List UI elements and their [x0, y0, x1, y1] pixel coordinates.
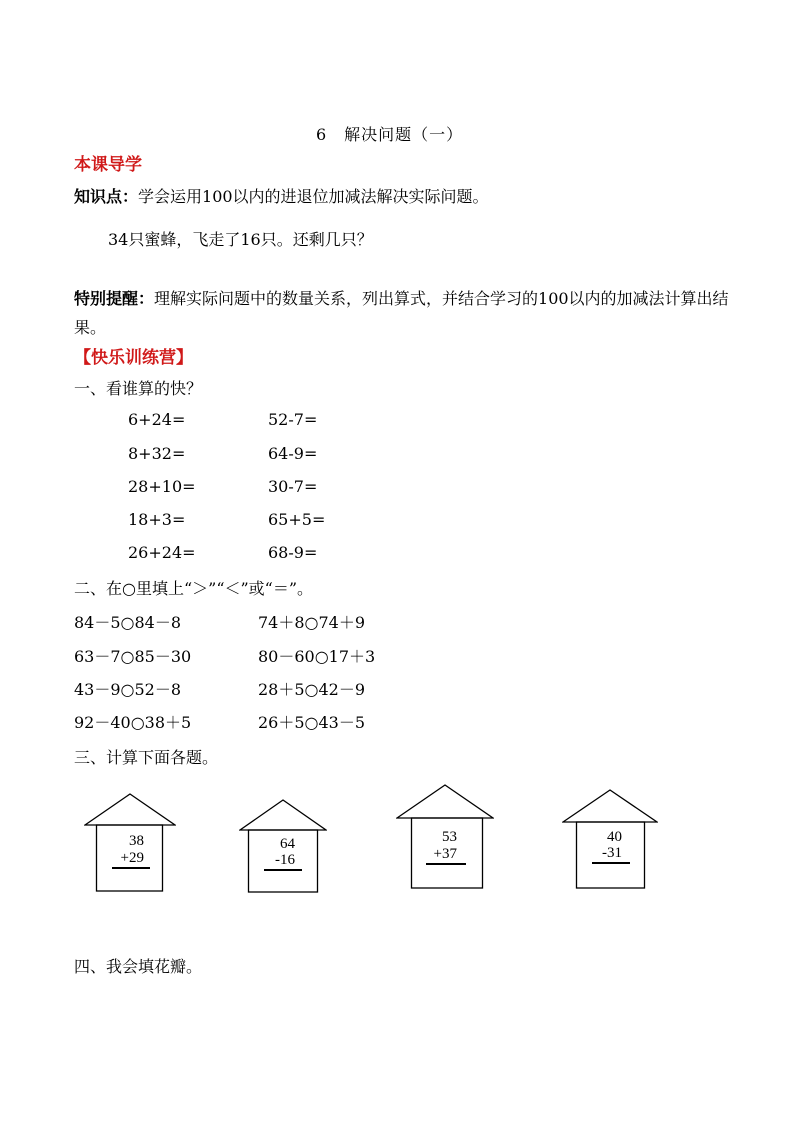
house-1-bottom: +29	[120, 850, 144, 866]
calc-left-1: 6+24=	[128, 410, 186, 429]
house-3	[396, 784, 494, 890]
example-problem: 34只蜜蜂，飞走了16只。还剩几只？	[108, 230, 373, 249]
calc-left-5: 26+24=	[128, 543, 196, 562]
compare-right-1: 74＋8○74＋9	[258, 613, 366, 632]
compare-right-3: 28＋5○42－9	[258, 680, 366, 699]
compare-right-4: 26＋5○43－5	[258, 713, 366, 732]
compare-left-3: 43－9○52－8	[74, 680, 182, 699]
guide-heading: 本课导学	[74, 155, 142, 175]
knowledge-point	[74, 184, 489, 207]
calc-left-4: 18+3=	[128, 510, 186, 529]
house-4-line	[592, 862, 630, 864]
section3-title: 三、计算下面各题。	[74, 748, 219, 767]
calc-right-1: 52-7=	[268, 410, 318, 429]
calc-right-4: 65+5=	[268, 510, 326, 529]
section1-title: 一、看谁算的快？	[74, 379, 203, 398]
house-2-line	[264, 869, 302, 871]
calc-right-3: 30-7=	[268, 477, 318, 496]
calc-right-2: 64-9=	[268, 444, 318, 463]
house-4-top: 40	[607, 829, 622, 845]
house-1	[84, 793, 176, 893]
house-4	[562, 789, 658, 890]
special-reminder	[74, 284, 734, 342]
compare-right-2: 80－60○17＋3	[258, 647, 376, 666]
reminder-text: 理解实际问题中的数量关系，列出算式，并结合学习的100以内的加减法计算出结果。	[74, 289, 729, 337]
section2-title: 二、在○里填上“＞”“＜”或“＝”。	[74, 579, 314, 598]
house-3-top: 53	[442, 829, 457, 845]
knowledge-label: 知识点：	[74, 187, 139, 206]
camp-heading: 【快乐训练营】	[74, 348, 193, 368]
house-3-bottom: +37	[433, 846, 457, 862]
calc-left-2: 8+32=	[128, 444, 186, 463]
calc-left-3: 28+10=	[128, 477, 196, 496]
house-3-line	[426, 863, 466, 865]
compare-left-4: 92－40○38＋5	[74, 713, 192, 732]
house-1-top: 38	[129, 833, 144, 849]
page-title: 6 解决问题（一）	[316, 125, 464, 144]
house-4-bottom: -31	[602, 845, 622, 861]
house-1-line	[112, 867, 150, 869]
compare-left-2: 63－7○85－30	[74, 647, 192, 666]
compare-left-1: 84－5○84－8	[74, 613, 182, 632]
section4-title: 四、我会填花瓣。	[74, 957, 203, 976]
house-2-bottom: -16	[275, 852, 295, 868]
knowledge-text: 学会运用100以内的进退位加减法解决实际问题。	[138, 187, 489, 206]
house-2-top: 64	[280, 836, 295, 852]
calc-right-5: 68-9=	[268, 543, 318, 562]
house-2	[239, 799, 327, 894]
reminder-label: 特别提醒：	[74, 289, 155, 308]
